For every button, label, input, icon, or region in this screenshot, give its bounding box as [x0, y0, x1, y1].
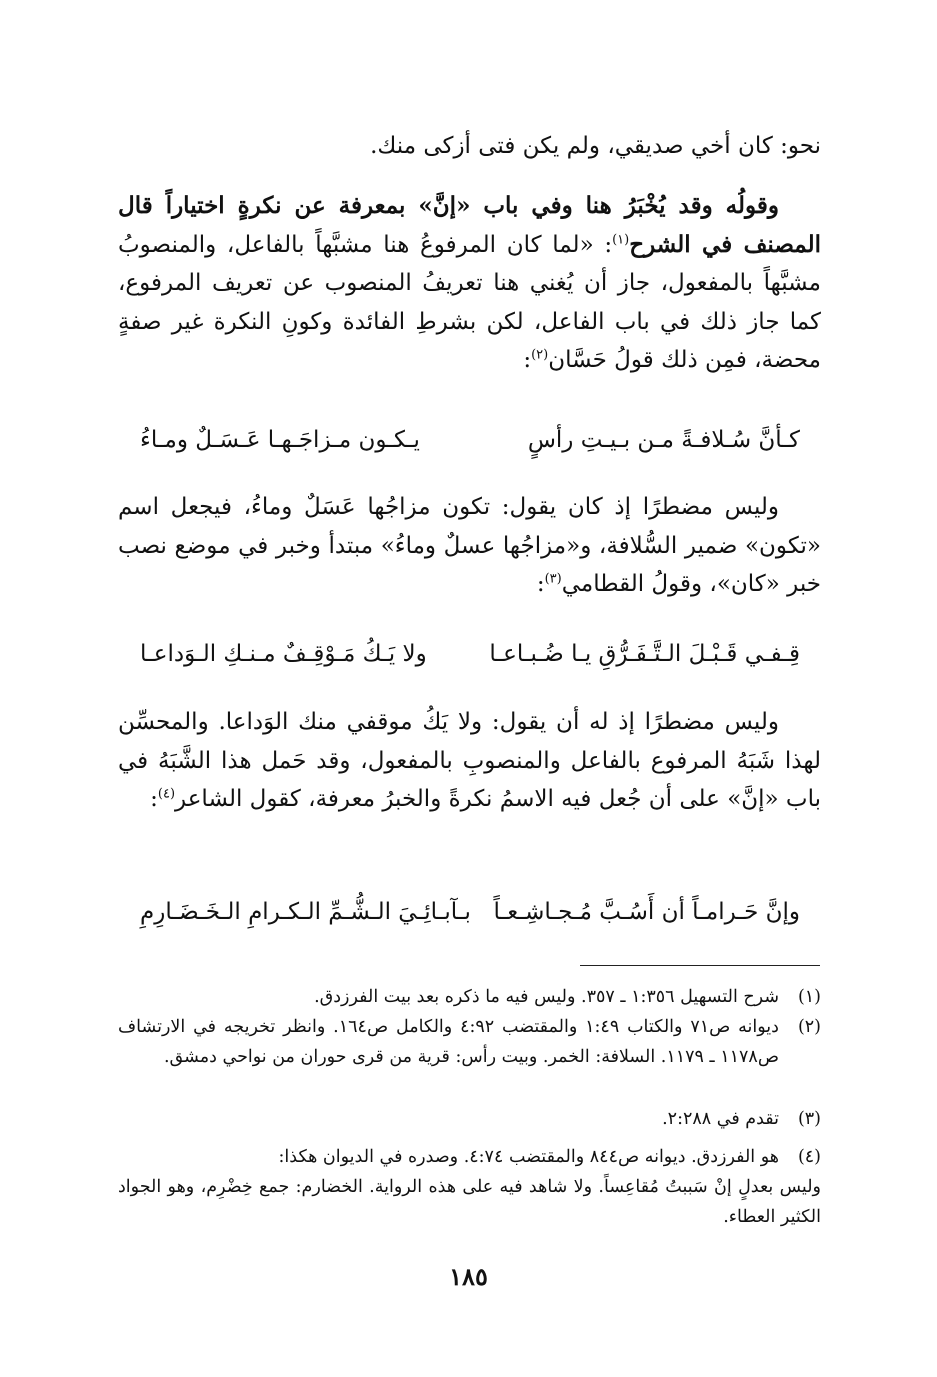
- footnote-1-number: (١): [797, 987, 821, 1007]
- footnote-4-number: (٤): [797, 1147, 821, 1167]
- verse-2: [140, 634, 800, 674]
- footnote-ref-2: (٢): [531, 347, 549, 363]
- paragraph-1-text: نحو: كان أخي صديقي، ولم يكن فتى أزكى منك.: [370, 133, 821, 159]
- footnote-3-text: تقدم في ٢:٢٨٨.: [662, 1109, 779, 1129]
- paragraph-2-text-c: :: [523, 347, 532, 373]
- footnote-separator: [580, 965, 820, 966]
- footnote-ref-3: (٣): [544, 571, 562, 587]
- verse-1: [140, 420, 800, 460]
- paragraph-2-text-a: قال المصنف في الشرح: [118, 192, 821, 258]
- paragraph-4-text-b: :: [150, 786, 158, 812]
- verse-3-first-hemistich: وإنَّ حَـرامـاً أن أَسُـبَّ مُـجـاشِـعـاً: [493, 899, 800, 925]
- footnote-1-text: شرح التسهيل ١:٣٥٦ ـ ٣٥٧. وليس فيه ما ذكره بعد بيت الفرزدق.: [314, 987, 779, 1007]
- paragraph-3-text-b: :: [536, 571, 545, 597]
- verse-2-second-hemistich: ولا يَـكُ مَـوْقِـفٌ مـنـكِ الـوَداعـا: [140, 641, 427, 667]
- paragraph-2-text-b: : «لما كان المرفوعُ هنا مشبَّهاً بالفاعل، والمنصوبُ مشبَّهاً بالمفعول، جاز أن يُغني هنا تعريفُ المنصوب عن تعريف المرفوع، كما جاز ذلك في باب الفاعل، لكن بشرطِ الفائدة وكونِ النكرة غير صفةٍ محضة، فمِن ذلك قولُ حَسَّان: [118, 231, 821, 373]
- footnote-2-number: (٢): [797, 1017, 821, 1037]
- verse-1-second-hemistich: يـكـون مـزاجَـهـا عَـسَـلٌ ومـاءُ: [140, 427, 420, 453]
- footnote-4-text-continued: وليس بعدلٍ إنْ سَببتُ مُقاعِساً. ولا شاهد فيه على هذه الرواية. الخضارم: جمع خِضْرِم، وهو الجواد الكثير العطاء.: [118, 1177, 821, 1227]
- page-number: ١٨٥: [449, 1262, 488, 1291]
- verse-3: [140, 892, 800, 932]
- footnote-3: [118, 1104, 821, 1134]
- paragraph-1: [118, 127, 821, 166]
- footnote-ref-1: (١): [612, 231, 630, 247]
- footnote-4-text: هو الفرزدق. ديوانه ص٨٤٤ والمقتضب ٤:٧٤. وصدره في الديوان هكذا:: [278, 1147, 779, 1167]
- footnote-2-text: ديوانه ص٧١ والكتاب ١:٤٩ والمقتضب ٤:٩٢ والكامل ص١٦٤. وانظر تخريجه في الارتشاف ص١١٧٨ ـ ١١٧٩. السلافة: الخمر. وبيت رأس: قرية من قرى حوران من نواحي دمشق.: [118, 1017, 779, 1067]
- footnote-ref-4: (٤): [157, 786, 176, 802]
- verse-3-second-hemistich: بـآبـائِـيَ الـشُّـمِّ الـكـرامِ الـخَـضَـارِمِ: [140, 899, 471, 925]
- verse-2-first-hemistich: قِـفـي قَـبْـلَ الـتَّـفَـرُّقِ يـا ضُـبـاعـا: [489, 641, 800, 667]
- footnote-4: [118, 1142, 821, 1232]
- paragraph-2: [118, 187, 821, 380]
- footnote-1: [118, 982, 821, 1012]
- paragraph-4-text-a: وليس مضطرًا إذ له أن يقول: ولا يَكُ موقفي منك الوَداعا. والمحسِّن لهذا شَبَهُ المرفوع بالفاعل والمنصوبِ بالمفعول، وقد حَمل هذا الشَّبَهُ في باب «إنَّ» على أن جُعل فيه الاسمُ نكرةً والخبرُ معرفة، كقول الشاعر: [118, 709, 821, 812]
- footnote-3-number: (٣): [797, 1109, 821, 1129]
- footnote-2: [118, 1012, 821, 1072]
- paragraph-3-text-a: وليس مضطرًا إذ كان يقول: تكون مزاجُها عَسَلٌ وماءُ، فيجعل اسم «تكون» ضمير السُّلافة، و«مزاجُها عسلٌ وماءُ» مبتدأ وخبر في موضع نصب خبر «كان»، وقولُ القطامي: [118, 494, 821, 597]
- paragraph-3: [118, 488, 821, 604]
- paragraph-2-bold-lemma: وقولُه وقد يُخْبَرُ هنا وفي باب «إنَّ» بمعرفة عن نكرةٍ اختياراً: [165, 192, 779, 219]
- verse-1-first-hemistich: كـأنَّ سُـلافـةً مـن بـيـتِ رأسٍ: [527, 427, 800, 453]
- paragraph-4: [118, 703, 821, 819]
